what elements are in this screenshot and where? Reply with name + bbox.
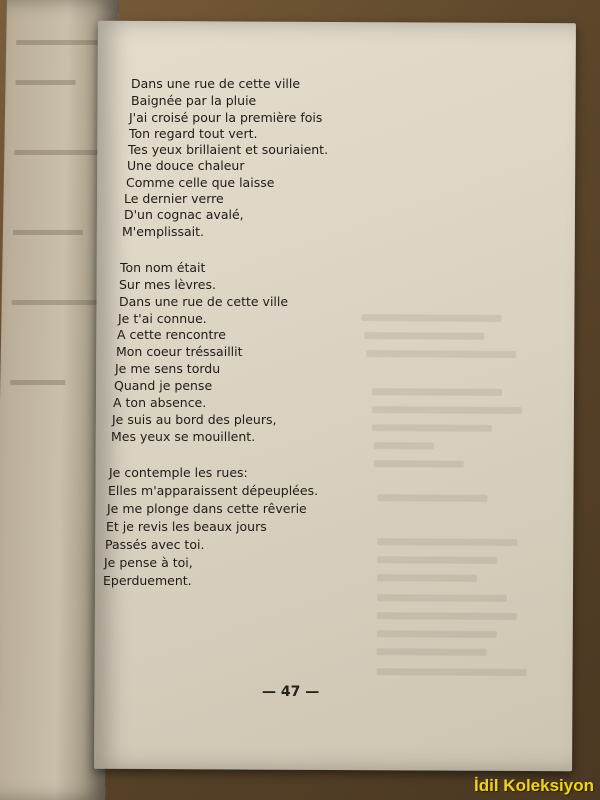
poem-line: Je me plonge dans cette rêverie xyxy=(107,501,307,516)
page-number: — 47 — xyxy=(262,684,320,700)
poem-line: Je suis au bord des pleurs, xyxy=(112,412,277,427)
poem-line: Ton regard tout vert. xyxy=(129,126,258,141)
poem-line: M'emplissait. xyxy=(122,224,205,239)
poem-line: Passés avec toi. xyxy=(105,537,205,552)
poem-line: Comme celle que laisse xyxy=(126,175,275,190)
poem-line: Baignée par la pluie xyxy=(131,93,257,108)
poem-line: Dans une rue de cette ville xyxy=(119,294,289,309)
poem-line: Je t'ai connue. xyxy=(118,311,207,326)
poem-line: Tes yeux brillaient et souriaient. xyxy=(128,142,329,157)
poem-line: Je pense à toi, xyxy=(104,555,193,570)
poem-line: Elles m'apparaissent dépeuplées. xyxy=(108,483,319,498)
poem-line: A ton absence. xyxy=(113,395,207,410)
poem-line: A cette rencontre xyxy=(117,327,226,342)
watermark: İdil Koleksiyon xyxy=(474,776,594,795)
poem-line: Une douce chaleur xyxy=(127,158,245,173)
poem-line: Et je revis les beaux jours xyxy=(106,519,267,534)
poem-line: Mon coeur tréssaillit xyxy=(116,344,243,359)
poem-line: Sur mes lèvres. xyxy=(119,277,216,292)
poem-line: Je me sens tordu xyxy=(115,361,221,376)
poem-line: Le dernier verre xyxy=(124,191,224,206)
poem-line: Je contemple les rues: xyxy=(109,465,248,480)
poem-line: Ton nom était xyxy=(120,260,206,275)
poem-line: Mes yeux se mouillent. xyxy=(111,429,256,444)
poem-line: Dans une rue de cette ville xyxy=(131,76,301,91)
poem-line: J'ai croisé pour la première fois xyxy=(129,110,323,125)
poem-line: Quand je pense xyxy=(114,378,213,393)
poem-line: D'un cognac avalé, xyxy=(124,207,244,222)
poem-line: Eperduement. xyxy=(103,573,192,588)
